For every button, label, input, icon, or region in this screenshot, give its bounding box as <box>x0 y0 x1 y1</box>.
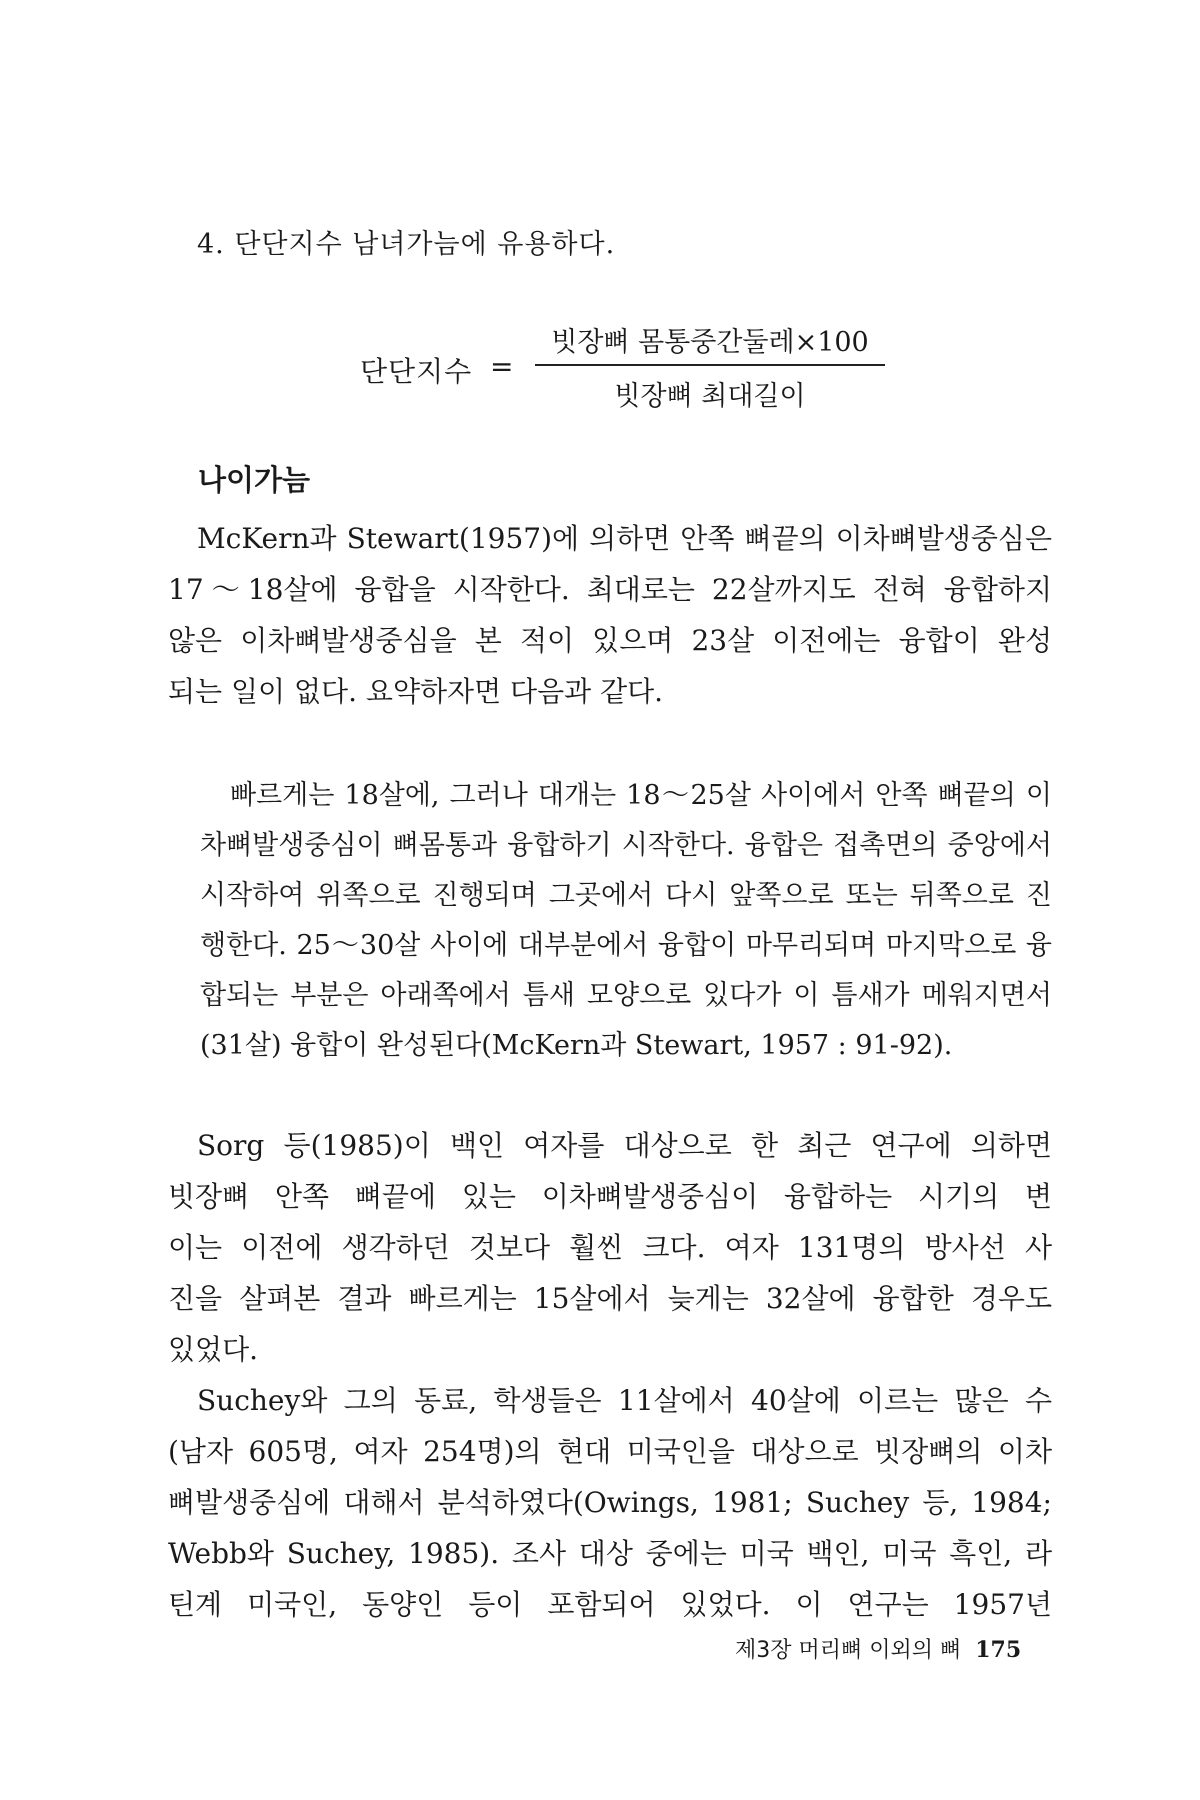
section-heading: 나이가늠 <box>198 463 311 497</box>
quote-line: 시작하여 위쪽으로 진행되며 그곳에서 다시 앞쪽으로 또는 뒤쪽으로 진 <box>200 880 1052 911</box>
paragraph-line: Webb와 Suchey, 1985). 조사 대상 중에는 미국 백인, 미국 흑인, 라 <box>168 1537 1052 1570</box>
paragraph-line: 않은 이차뼈발생중심을 본 적이 있으며 23살 이전에는 융합이 완성 <box>168 624 1052 657</box>
paragraph-line: Sorg 등(1985)이 백인 여자를 대상으로 한 최근 연구에 의하면 <box>197 1129 1052 1162</box>
formula-denominator: 빗장뼈 최대길이 <box>614 381 806 412</box>
quote-line: 합되는 부분은 아래쪽에서 틈새 모양으로 있다가 이 틈새가 메워지면서 <box>200 980 1052 1011</box>
quote-line: (31살) 융합이 완성된다(McKern과 Stewart, 1957 : 91-92). <box>200 1030 953 1061</box>
formula <box>360 320 880 430</box>
paragraph-line: 진을 살펴본 결과 빠르게는 15살에서 늦게는 32살에 융합한 경우도 <box>168 1282 1052 1315</box>
running-footer-chapter: 제3장 머리뼈 이외의 뼈 <box>735 1638 962 1663</box>
list-item-4: 4. 단단지수 남녀가늠에 유용하다. <box>197 229 616 260</box>
quote-line: 빠르게는 18살에, 그러나 대개는 18～25살 사이에서 안쪽 뼈끝의 이 <box>230 780 1052 811</box>
page-number: 175 <box>975 1637 1022 1663</box>
page-footer <box>735 1633 1021 1664</box>
fraction-bar <box>535 364 885 366</box>
paragraph-line: 되는 일이 없다. 요약하자면 다음과 같다. <box>168 675 664 708</box>
paragraph-line: 빗장뼈 안쪽 뼈끝에 있는 이차뼈발생중심이 융합하는 시기의 변 <box>168 1180 1052 1213</box>
paragraph-line: 뼈발생중심에 대해서 분석하였다(Owings, 1981; Suchey 등, 1984; <box>168 1486 1052 1519</box>
paragraph-line: 틴계 미국인, 동양인 등이 포함되어 있었다. 이 연구는 1957년 <box>168 1588 1052 1621</box>
paragraph-line: (남자 605명, 여자 254명)의 현대 미국인을 대상으로 빗장뼈의 이차 <box>168 1435 1052 1468</box>
paragraph-line: 있었다. <box>168 1333 259 1366</box>
paragraph-line: 이는 이전에 생각하던 것보다 훨씬 크다. 여자 131명의 방사선 사 <box>168 1231 1052 1264</box>
formula-numerator: 빗장뼈 몸통중간둘레×100 <box>551 327 869 358</box>
paragraph-line: McKern과 Stewart(1957)에 의하면 안쪽 뼈끝의 이차뼈발생중심은 <box>197 522 1052 555</box>
formula-label: 단단지수 <box>360 355 473 388</box>
paragraph-line: Suchey와 그의 동료, 학생들은 11살에서 40살에 이르는 많은 수 <box>197 1384 1052 1417</box>
paragraph-line: 17～18살에 융합을 시작한다. 최대로는 22살까지도 전혀 융합하지 <box>168 573 1052 606</box>
formula-equals: = <box>490 350 514 383</box>
quote-line: 차뼈발생중심이 뼈몸통과 융합하기 시작한다. 융합은 접촉면의 중앙에서 <box>200 830 1052 861</box>
quote-line: 행한다. 25～30살 사이에 대부분에서 융합이 마무리되며 마지막으로 융 <box>200 930 1052 961</box>
